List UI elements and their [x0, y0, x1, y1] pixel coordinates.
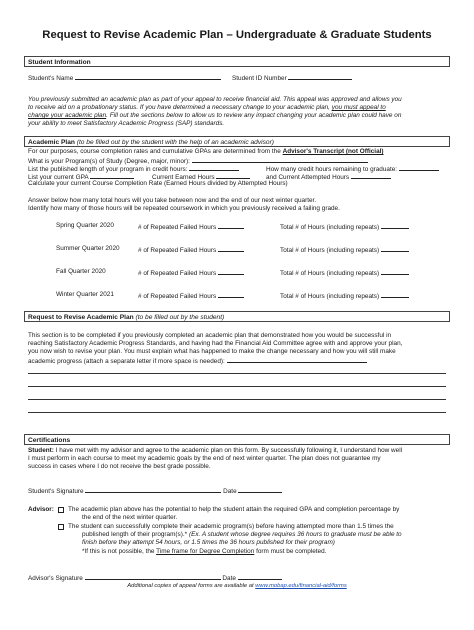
repeated-hours-winter [138, 291, 244, 301]
academic-plan-title: Academic Plan [28, 138, 75, 146]
timeframe-form-name: Time frame for Degree Completion [156, 548, 255, 555]
plan-line-1 [28, 148, 384, 156]
cert-line-1-text: I have met with my advisor and agree to the academic plan on this form. By successfully following it, I understand how well [55, 447, 403, 454]
intro-line-1: You previously submitted an academic plan as part of your appeal to receive financial aid. This appeal was approved and allows you [28, 96, 402, 103]
earned-hours-label: Current Earned Hours [152, 174, 215, 181]
total-hours-spring [280, 222, 409, 232]
revise-line-2: reaching Satisfactory Academic Progress Standards, and having had the Financial Aid Committee agree with and approve your plan, [28, 340, 403, 347]
program-length-label: List the published length of your program in credit hours: [28, 166, 188, 173]
revise-header [28, 313, 224, 322]
quarter-label-fall: Fall Quarter 2020 [56, 268, 106, 275]
advisor-signature-label: Advisor's Signature [28, 575, 83, 582]
advisor-option-2-line-1: The student can successfully complete their academic program(s) before having attempted more than 1.5 times the [68, 523, 394, 530]
repeated-hours-summer-field[interactable] [218, 245, 244, 252]
attempted-hours-field[interactable] [351, 172, 391, 179]
remaining-hours-field[interactable] [399, 164, 439, 171]
total-hours-summer [280, 245, 409, 255]
intro-line-3b: . Fill out the sections below to allow us to review any impact changing your academic plan could have on [106, 112, 402, 119]
plan-line-6: Answer below how many total hours will you take between now and the end of our next winter quarter. [28, 197, 317, 204]
footer-note [0, 582, 474, 590]
student-id-row [232, 73, 352, 83]
academic-plan-header-box [24, 136, 450, 147]
advisor-date-label: Date [222, 575, 236, 582]
student-name-label: Student's Name [28, 75, 74, 82]
repeated-hours-label: # of Repeated Failed Hours [138, 247, 217, 254]
attempted-hours-label: and Current Attempted Hours [266, 174, 350, 181]
plan-line-7: Identify how many of those hours will be repeated coursework in which you previously received a failing grade. [28, 205, 340, 212]
student-cert-label: Student: [28, 447, 54, 454]
advisor-option-2-line-2a: published length of their program(s).* [82, 531, 188, 538]
repeated-hours-spring-field[interactable] [218, 222, 244, 229]
timeframe-note-a: *If this is not possible, the [82, 548, 155, 555]
quarter-label-winter: Winter Quarter 2021 [56, 291, 114, 298]
revise-line-4 [28, 356, 367, 366]
academic-plan-note: (to be filled out by the student with the help of an academic advisor) [76, 138, 274, 146]
total-hours-winter [280, 291, 409, 301]
revise-title: Request to Revise Academic Plan [28, 313, 134, 321]
timeframe-note-c: form must be completed. [256, 548, 327, 555]
advisor-option-2-line-3: finish before they attempt 54 hours, or 1.5 times the 36 hours published for their program) [82, 539, 335, 546]
advisor-option-2-example: (Ex. A student whose degree requires 36 hours to graduate must be able to [188, 531, 402, 538]
quarter-label-spring: Spring Quarter 2020 [56, 222, 114, 229]
certifications-header: Certifications [28, 436, 71, 444]
program-length-field[interactable] [189, 164, 239, 171]
forms-link[interactable]: www.mobap.edu/financial-aid/forms [255, 583, 347, 589]
program-field[interactable] [192, 156, 368, 163]
student-id-label: Student ID Number [232, 75, 287, 82]
cert-line-2: I must perform in each course to meet my academic goals by the end of next winter quarter. The plan does not guarantee my [28, 455, 381, 462]
total-hours-spring-field[interactable] [381, 222, 409, 229]
student-id-field[interactable] [288, 73, 352, 80]
student-name-field[interactable] [75, 73, 221, 80]
revise-line-4-text: academic progress (attach a separate letter if more space is needed): [28, 358, 225, 365]
certifications-header-box [24, 434, 450, 445]
repeated-hours-label: # of Repeated Failed Hours [138, 270, 217, 277]
plan-line-1a: For our purposes, course completion rates and cumulative GPAs are determined from the [28, 148, 281, 155]
student-info-header: Student Information [28, 58, 91, 66]
explanation-line[interactable] [28, 399, 446, 400]
explanation-field-1[interactable] [227, 356, 367, 363]
advisor-option-2-checkbox[interactable] [58, 524, 64, 530]
plan-line-5: Calculate your current Course Completion Rate (Earned Hours divided by Attempted Hours) [28, 180, 288, 187]
explanation-line[interactable] [28, 373, 446, 374]
repeated-hours-label: # of Repeated Failed Hours [138, 293, 217, 300]
repeated-hours-summer [138, 245, 244, 255]
advisor-transcript-note: Advisor's Transcript (not Official) [282, 148, 384, 155]
advisor-option-1-checkbox[interactable] [58, 507, 64, 513]
intro-line-4: your ability to meet Satisfactory Academic Progress (SAP) standards. [28, 120, 225, 127]
repeated-hours-fall [138, 268, 244, 278]
student-signature-label: Student's Signature [28, 488, 84, 495]
student-info-header-box [24, 56, 450, 67]
repeated-hours-spring [138, 222, 244, 232]
repeated-hours-fall-field[interactable] [218, 268, 244, 275]
student-date-field[interactable] [238, 486, 282, 493]
program-label: What is your Program(s) of Study (Degree, major, minor): [28, 158, 190, 165]
total-hours-summer-field[interactable] [381, 245, 409, 252]
advisor-signature-field[interactable] [85, 573, 221, 580]
advisor-date-field[interactable] [238, 573, 282, 580]
intro-line-3a: change your academic plan [28, 112, 107, 119]
earned-hours-field[interactable] [216, 172, 250, 179]
cert-line-1 [28, 447, 402, 455]
total-hours-fall-field[interactable] [381, 268, 409, 275]
explanation-line[interactable] [28, 412, 446, 413]
total-hours-label: Total # of Hours (including repeats) [280, 247, 380, 254]
repeated-hours-label: # of Repeated Failed Hours [138, 224, 217, 231]
revise-header-box [24, 311, 450, 322]
intro-line-3 [28, 112, 401, 120]
student-name-row [28, 73, 221, 83]
advisor-cert-label: Advisor: [28, 506, 54, 513]
total-hours-winter-field[interactable] [381, 291, 409, 298]
gpa-field[interactable] [90, 172, 134, 179]
revise-note: (to be filled out by the student) [135, 313, 225, 321]
student-date-label: Date [223, 488, 237, 495]
total-hours-fall [280, 268, 409, 278]
remaining-hours-label: How many credit hours remaining to graduate: [266, 166, 398, 173]
gpa-label: List your current GPA [28, 174, 89, 181]
student-signature-field[interactable] [85, 486, 221, 493]
revise-line-1: This section is to be completed if you previously completed an academic plan that demonstrated how you would be successful in [28, 332, 392, 339]
revise-line-3: you now wish to revise your plan. You must explain what has happened to make the change necessary and how you will still make [28, 348, 396, 355]
total-hours-label: Total # of Hours (including repeats) [280, 270, 380, 277]
quarter-label-summer: Summer Quarter 2020 [56, 245, 120, 252]
advisor-option-2-line-2 [82, 531, 402, 539]
academic-plan-header [28, 138, 274, 147]
total-hours-label: Total # of Hours (including repeats) [280, 224, 380, 231]
total-hours-label: Total # of Hours (including repeats) [280, 293, 380, 300]
student-signature-row [28, 486, 282, 496]
repeated-hours-winter-field[interactable] [218, 291, 244, 298]
explanation-line[interactable] [28, 386, 446, 387]
form-title: Request to Revise Academic Plan – Undergraduate & Graduate Students [42, 29, 432, 41]
cert-line-3: success in cases where I do not receive the best grade possible. [28, 463, 211, 470]
intro-line-2b: you must appeal to [331, 104, 386, 111]
footer-text: Additional copies of appeal forms are available at [127, 583, 254, 589]
advisor-option-1-line-2: the end of the next winter quarter. [82, 514, 178, 521]
timeframe-note [82, 548, 326, 556]
advisor-option-1-line-1: The academic plan above has the potential to help the student attain the required GPA and completion percentage by [68, 506, 400, 513]
intro-line-2 [28, 104, 386, 112]
intro-line-2a: to receive aid on a probationary status. If you have determined a necessary change to your academic plan, [28, 104, 330, 111]
